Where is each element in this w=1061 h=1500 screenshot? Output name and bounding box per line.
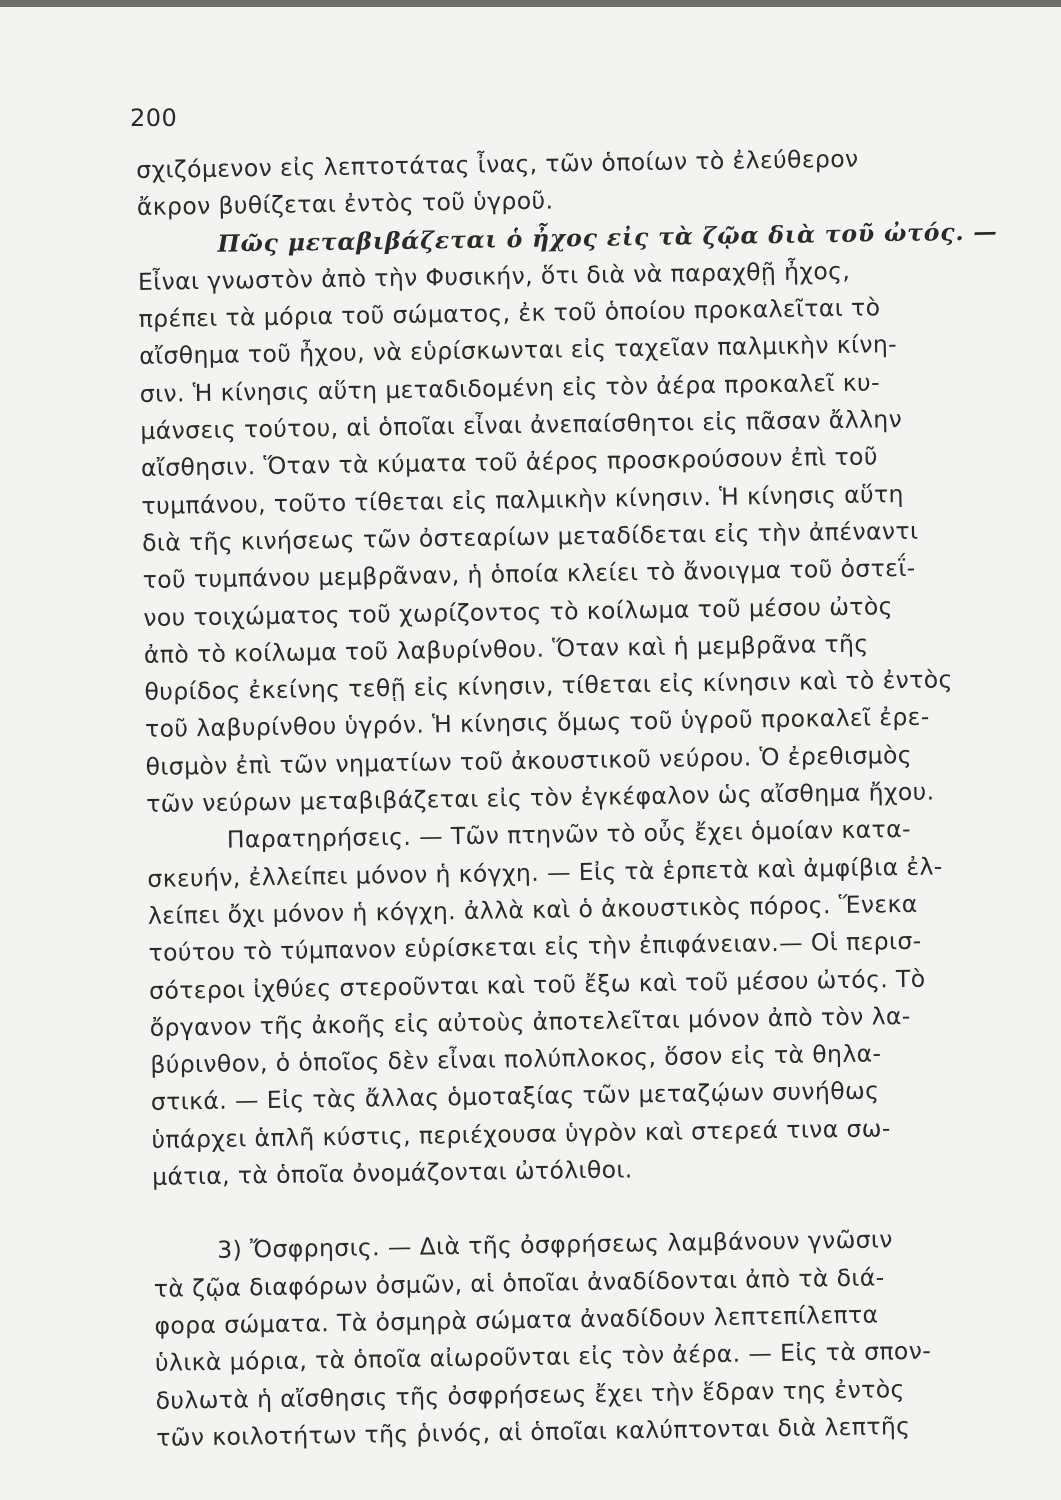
text-line: τούτου τὸ τύμπανον εὑρίσκεται εἰς τὴν ἐπιφάνειαν.— Οἱ περισ- [148, 926, 922, 968]
text-line: τυμπάνου, τοῦτο τίθεται εἰς παλμικὴν κίνησιν. Ἡ κίνησις αὕτη [141, 479, 905, 520]
text-line: ἀπὸ τὸ κοίλωμα τοῦ λαβυρίνθου. Ὅταν καὶ ἡ μεμβρᾶνα τῆς [143, 629, 869, 669]
text-line: αἴσθησιν. Ὅταν τὰ κύματα τοῦ ἀέρος προσκρούσουν ἐπὶ τοῦ [140, 442, 879, 483]
text-line: τοῦ λαβυρίνθου ὑγρόν. Ἡ κίνησις ὅμως τοῦ ὑγροῦ προκαλεῖ ἐρε- [144, 703, 930, 744]
text-line: ὄργανον τῆς ἀκοῆς εἰς αὐτοὺς ἀποτελεῖται μόνον ἀπὸ τὸν λα- [149, 1001, 911, 1042]
text-line: ὑλικὰ μόρια, τὰ ὁποῖα αἰωροῦνται εἰς τὸν ἀέρα. — Εἰς τὰ σπον- [154, 1336, 932, 1378]
page-body [136, 138, 1016, 1456]
text-line: αἴσθημα τοῦ ἦχου, νὰ εὑρίσκωνται εἰς ταχεῖαν παλμικὴν κίνη- [138, 330, 898, 371]
text-line: μάνσεις τούτου, αἱ ὁποῖαι εἶναι ἀνεπαίσθητοι εἰς πᾶσαν ἄλλην [140, 405, 903, 446]
text-line: λείπει ὄχι μόνον ἡ κόγχη. ἀλλὰ καὶ ὁ ἀκουστικὸς πόρος. Ἕνεκα [147, 889, 918, 930]
page-number: 200 [130, 104, 178, 132]
text-line: τὰ ζῷα διαφόρων ὀσμῶν, αἱ ὁποῖαι ἀναδίδονται ἀπὸ τὰ διά- [153, 1262, 885, 1303]
text-line: στικά. — Εἰς τὰς ἄλλας ὁμοταξίας τῶν μεταζῴων συνήθως [150, 1076, 880, 1117]
text-line: τῶν νεύρων μεταβιβάζεται εἰς τὸν ἐγκέφαλον ὡς αἴσθημα ἤχου. [146, 777, 935, 818]
section-heading: 3) Ὄσφρησις. — Διὰ τῆς ὀσφρήσεως λαμβάνουν γνῶσιν [217, 1225, 894, 1265]
text-line: νου τοιχώματος τοῦ χωρίζοντος τὸ κοίλωμα τοῦ μέσου ὠτὸς [143, 591, 894, 632]
text-line: φορα σώματα. Τὰ ὀσμηρὰ σώματα ἀναδίδουν λεπτεπίλεπτα [154, 1300, 879, 1340]
section-heading: Πῶς μεταβιβάζεται ὁ ἦχος εἰς τὰ ζῷα διὰ τοῦ ὠτός. — [217, 217, 998, 258]
text-line: σχιζόμενον εἰς λεπτοτάτας ἶνας, τῶν ὁποίων τὸ ἐλεύθερον [136, 144, 859, 184]
text-line: ἄκρον βυθίζεται ἐντὸς τοῦ ὑγροῦ. [136, 186, 554, 222]
text-line: θισμὸν ἐπὶ τῶν νηματίων τοῦ ἀκουστικοῦ νεύρου. Ὁ ἐρεθισμὸς [145, 740, 913, 781]
text-line: σκευήν, ἐλλείπει μόνον ἡ κόγχη. — Εἰς τὰ ἑρπετὰ καὶ ἀμφίβια ἐλ- [147, 852, 943, 893]
text-line: θυρίδος ἐκείνης τεθῇ εἰς κίνησιν, τίθεται εἰς κίνησιν καὶ τὸ ἐντὸς [144, 665, 953, 707]
text-line: ὑπάρχει ἁπλῆ κύστις, περιέχουσα ὑγρὸν καὶ στερεά τινα σω- [151, 1113, 891, 1154]
text-line: Παρατηρήσεις. — Τῶν πτηνῶν τὸ οὖς ἔχει ὁμοίαν κατα- [226, 815, 912, 855]
text-line: βύρινθον, ὁ ὁποῖος δὲν εἶναι πολύπλοκος, ὅσον εἰς τὰ θηλα- [150, 1039, 882, 1080]
scan-top-edge [0, 0, 1061, 7]
text-line: τοῦ τυμπάνου μεμβρᾶναν, ἡ ὁποία κλείει τὸ ἄνοιγμα τοῦ ὀστεΐ- [142, 554, 916, 595]
text-line: διὰ τῆς κινήσεως τῶν ὀστεαρίων μεταδίδεται εἰς τὴν ἀπέναντι [141, 516, 919, 557]
text-line: τῶν κοιλοτήτων τῆς ῥινός, αἱ ὁποῖαι καλύπτονται διὰ λεπτῆς [155, 1411, 911, 1452]
text-line: δυλωτὰ ἡ αἴσθησις τῆς ὀσφρήσεως ἔχει τὴν ἕδραν της ἐντὸς [155, 1374, 905, 1415]
text-line: σιν. Ἡ κίνησις αὕτη μεταδιδομένη εἰς τὸν ἀέρα προκαλεῖ κυ- [139, 368, 881, 408]
text-line: πρέπει τὰ μόρια τοῦ σώματος, ἐκ τοῦ ὁποίου προκαλεῖται τὸ [138, 293, 881, 334]
text-line: μάτια, τὰ ὁποῖα ὀνομάζονται ὠτόλιθοι. [151, 1155, 633, 1191]
text-line: σότεροι ἰχθύες στεροῦνται καὶ τοῦ ἔξω καὶ τοῦ μέσου ὠτός. Τὸ [148, 964, 926, 1005]
text-line: Εἶναι γνωστὸν ἀπὸ τὴν Φυσικήν, ὅτι διὰ νὰ παραχθῇ ἦχος, [137, 256, 851, 296]
